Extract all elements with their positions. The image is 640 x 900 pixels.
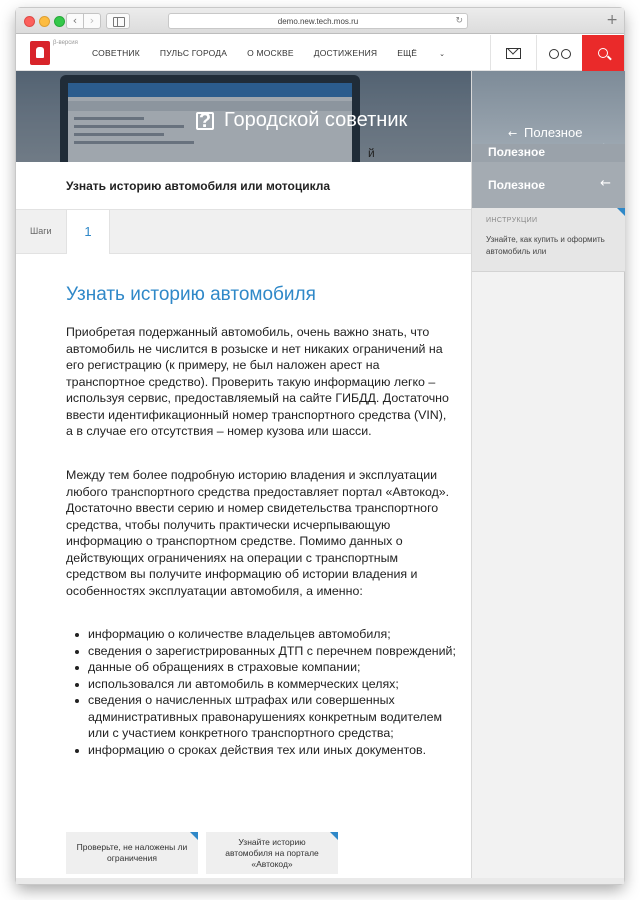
list-item: информацию о сроках действия тех или иных документов. bbox=[72, 742, 456, 759]
step-1-tab[interactable]: 1 bbox=[66, 210, 110, 255]
sidebar-toggle-icon[interactable] bbox=[106, 13, 130, 29]
reload-icon[interactable]: ↻ bbox=[455, 16, 463, 26]
list-item: информацию о количестве владельцев автомобиля; bbox=[72, 626, 456, 643]
address-text: demo.new.tech.mos.ru bbox=[277, 17, 359, 26]
hero-title bbox=[196, 109, 407, 132]
zoom-window-button[interactable] bbox=[54, 16, 65, 27]
minimize-window-button[interactable] bbox=[39, 16, 50, 27]
info-list bbox=[72, 626, 456, 758]
instructions-text: Узнайте, как купить и оформить автомобиль или bbox=[486, 235, 605, 256]
article-paragraph-1: Приобретая подержанный автомобиль, очень важно знать, что автомобиль не числится в розыске и нет никаких ограничений на его регистрацию (к примеру, не был наложен арест на транспортное средство). Проверить такую информацию легко – используя сервис, предоставляемый на сайте ГИБДД. Достаточно ввести идентификационный номер транспортного средства (VIN), а в случае его отсутствия – номер кузова или шасси. bbox=[66, 325, 449, 438]
list-item: использовался ли автомобиль в коммерческих целях; bbox=[72, 676, 456, 693]
arrow-left-icon: ← bbox=[600, 176, 611, 191]
nav-item-more[interactable] bbox=[397, 48, 465, 58]
list-item: сведения о начисленных штрафах или совершенных административных правонарушениях конкретным водителем или с участием конкретного транспортного средства; bbox=[72, 692, 456, 742]
browser-window bbox=[16, 8, 624, 884]
list-item: данные об обращениях в страховые компании; bbox=[72, 659, 456, 676]
address-bar[interactable] bbox=[168, 13, 468, 29]
back-button[interactable]: ‹ bbox=[66, 13, 84, 29]
browser-titlebar bbox=[16, 8, 624, 34]
nav-item-city-pulse[interactable]: ПУЛЬС ГОРОДА bbox=[159, 48, 228, 58]
autocode-history-button[interactable]: Узнайте историю автомобиля на портале «Автокод» bbox=[206, 832, 338, 874]
check-restrictions-button[interactable]: Проверьте, не наложены ли ограничения bbox=[66, 832, 198, 874]
service-title-ghost: й bbox=[368, 146, 375, 160]
new-tab-icon[interactable]: + bbox=[606, 12, 618, 28]
right-panel-ghost-title-2: Полезное bbox=[488, 145, 546, 159]
nav-item-about-moscow[interactable]: О МОСКВЕ bbox=[247, 48, 294, 58]
nav-item-achievements[interactable]: ДОСТИЖЕНИЯ bbox=[313, 48, 378, 58]
main-nav bbox=[92, 35, 485, 71]
accessibility-button[interactable] bbox=[536, 35, 582, 71]
nav-item-more-label: ЕЩЁ bbox=[397, 48, 418, 58]
hero-banner bbox=[16, 71, 471, 162]
arrow-left-icon[interactable]: ← bbox=[508, 127, 518, 140]
useful-toggle[interactable] bbox=[472, 162, 625, 208]
search-icon bbox=[598, 48, 608, 58]
close-window-button[interactable] bbox=[24, 16, 35, 27]
steps-bar bbox=[16, 210, 471, 254]
moscow-logo[interactable] bbox=[30, 41, 50, 65]
instructions-heading: ИНСТРУКЦИИ bbox=[486, 217, 538, 224]
mail-icon bbox=[506, 48, 521, 59]
site-header bbox=[16, 35, 624, 71]
list-item: сведения о зарегистрированных ДТП с перечнем повреждений; bbox=[72, 643, 456, 660]
nav-item-advisor[interactable]: СОВЕТНИК bbox=[92, 48, 140, 58]
forward-button[interactable]: › bbox=[83, 13, 101, 29]
service-title-bar bbox=[16, 146, 471, 210]
search-button[interactable] bbox=[582, 35, 624, 71]
messages-button[interactable] bbox=[490, 35, 536, 71]
right-panel bbox=[471, 71, 624, 884]
instructions-card[interactable] bbox=[472, 208, 625, 272]
beta-label: β-версия bbox=[53, 40, 78, 46]
glasses-icon bbox=[549, 49, 571, 58]
service-title: Узнать историю автомобиля или мотоцикла bbox=[66, 179, 331, 193]
article bbox=[16, 254, 471, 884]
chevron-down-icon: ⌄ bbox=[439, 51, 446, 58]
article-paragraph-2: Между тем более подробную историю владения и эксплуатации любого транспортного средства предоставляет портал «Автокод». Достаточно ввести серию и номер свидетельства транспортного средства, чтобы получить практически исчерпывающую информацию о транспортном средстве. Помимо данных о действующих ограничениях на операции с транспортным средством вы получите информацию об истории владения и особенностях эксплуатации автомобиля, а именно: bbox=[66, 468, 450, 598]
hero-title-text: Городской советник bbox=[224, 109, 408, 131]
page-bottom-edge bbox=[16, 878, 624, 884]
right-panel-ghost-title: Полезное bbox=[524, 125, 583, 140]
right-panel-banner bbox=[472, 71, 625, 144]
useful-label: Полезное bbox=[488, 178, 546, 192]
corner-marker bbox=[617, 208, 625, 216]
steps-label: Шаги bbox=[30, 226, 52, 236]
question-icon: ? bbox=[196, 112, 214, 130]
article-heading: Узнать историю автомобиля bbox=[66, 284, 316, 305]
right-panel-ghost-row bbox=[472, 144, 625, 162]
